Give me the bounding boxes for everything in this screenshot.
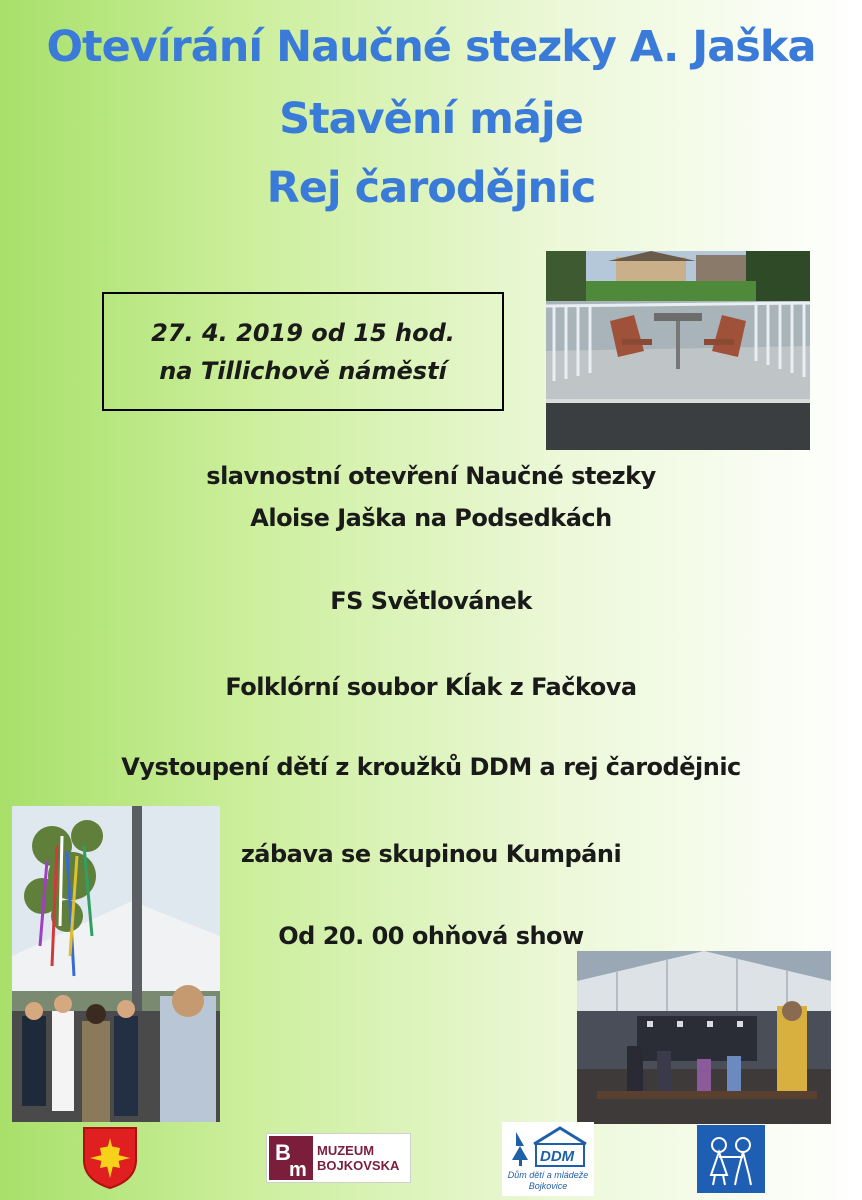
ddm-house-icon (508, 1124, 588, 1170)
title-line-1: Otevírání Naučné stezky A. Jaška (46, 22, 816, 72)
museum-name-2: BOJKOVSKA (317, 1158, 400, 1173)
date-box (102, 292, 504, 411)
program-line-1: slavnostní otevření Naučné stezky (206, 462, 656, 490)
program-line-3: FS Světlovánek (330, 587, 532, 615)
photo-trail-benches (546, 251, 810, 450)
program-line-7: Od 20. 00 ohňová show (278, 922, 584, 950)
museum-mark-icon (269, 1136, 313, 1180)
folk-children-logo (697, 1125, 765, 1193)
ddm-logo (502, 1122, 594, 1196)
event-place: na Tillichově náměstí (159, 356, 447, 385)
program-line-4: Folklórní soubor Kĺak z Fačkova (225, 673, 637, 701)
coat-of-arms-logo (80, 1124, 140, 1190)
ddm-caption-1: Dům dětí a mládeže (507, 1170, 589, 1180)
title-line-2: Stavění máje (279, 94, 583, 144)
title-line-3: Rej čarodějnic (266, 163, 596, 213)
svg-text:m: m (289, 1159, 307, 1180)
museum-name-1: MUZEUM (317, 1143, 375, 1158)
ddm-mark: DDM (540, 1148, 575, 1165)
event-date: 27. 4. 2019 od 15 hod. (151, 318, 455, 347)
program-line-6: zábava se skupinou Kumpáni (240, 840, 622, 868)
photo-tent-stage (577, 951, 831, 1124)
program-line-5: Vystoupení dětí z kroužků DDM a rej čarodějnic (121, 753, 741, 781)
program-line-2: Aloise Jaška na Podsedkách (250, 504, 612, 532)
museum-logo (266, 1133, 411, 1183)
svg-text:B: B (275, 1140, 291, 1165)
photo-maypole (12, 806, 220, 1122)
ddm-caption-2: Bojkovice (528, 1181, 568, 1191)
